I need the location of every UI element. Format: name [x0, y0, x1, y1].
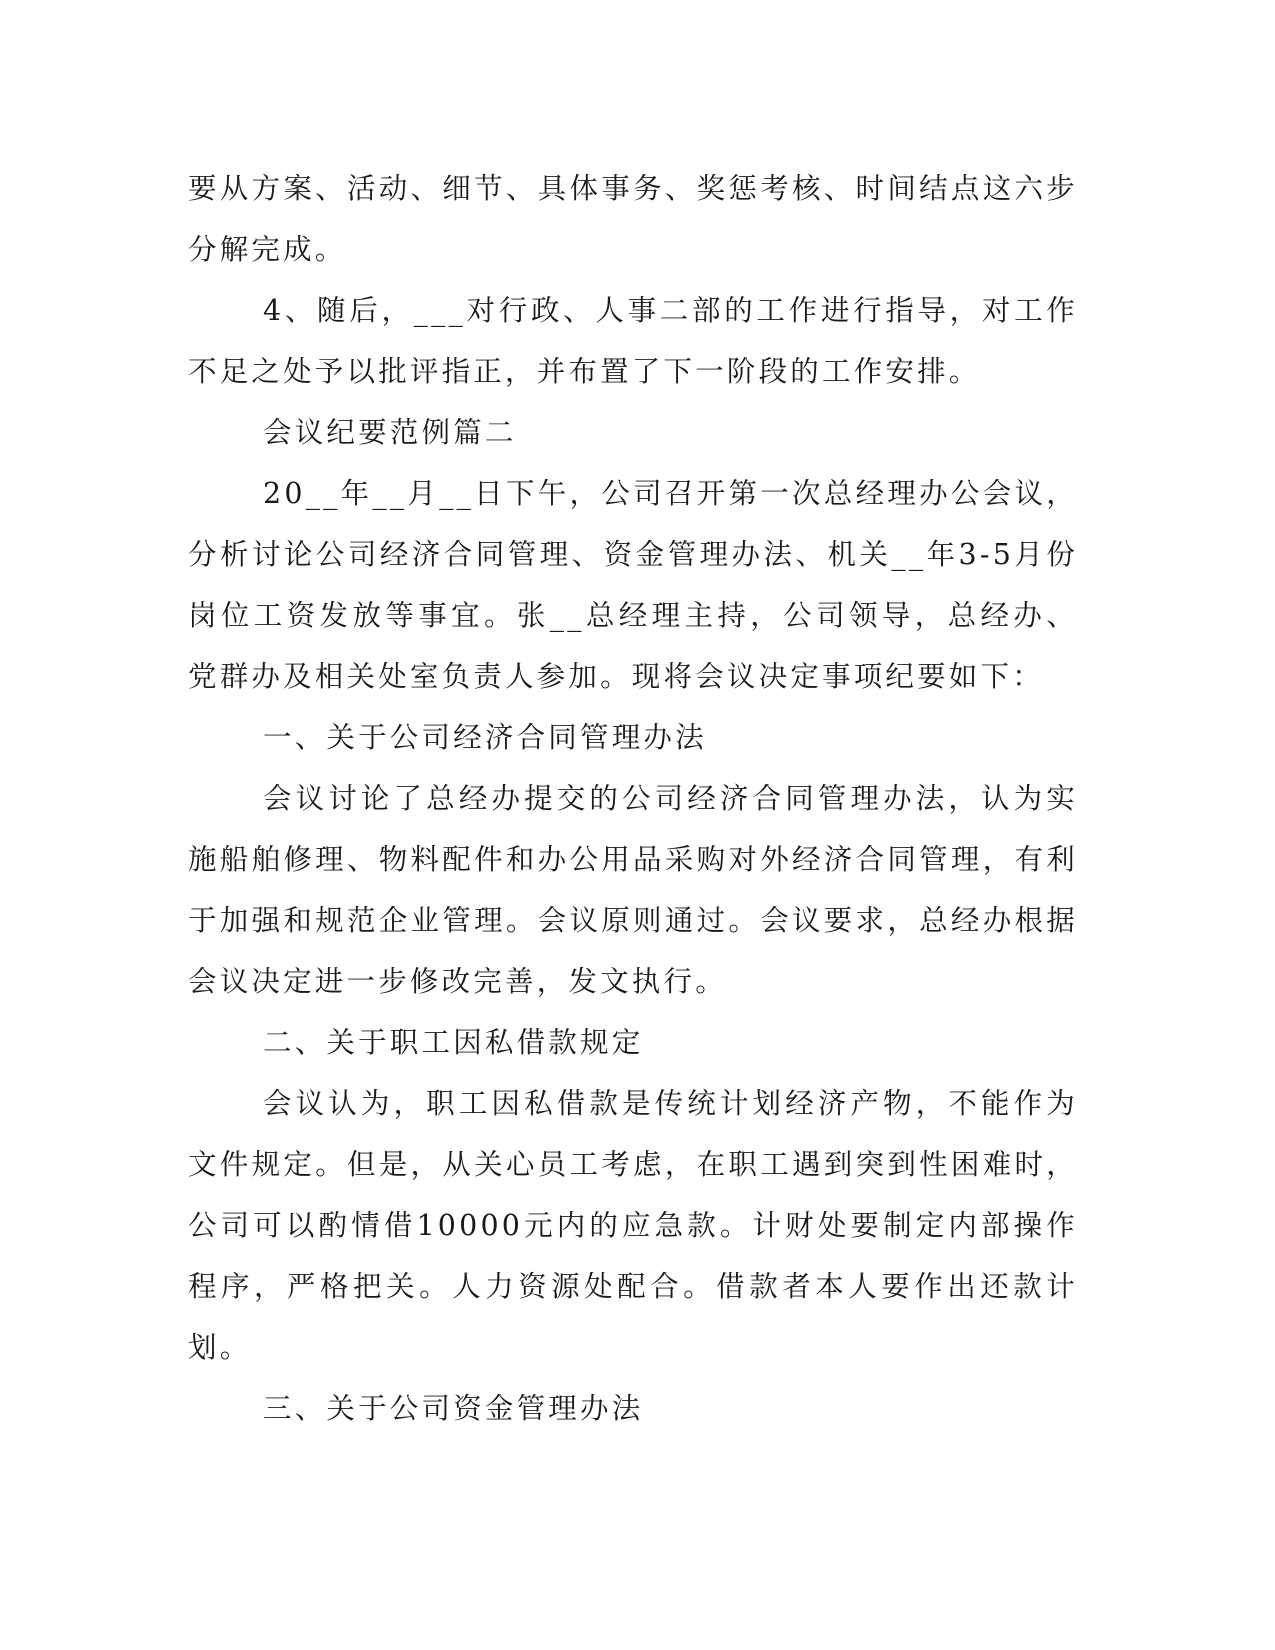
subheading-3: 三、关于公司资金管理办法: [263, 1392, 644, 1425]
section-heading: 会议纪要范例篇二: [263, 416, 517, 449]
subheading-1: 一、关于公司经济合同管理办法: [263, 721, 707, 754]
paragraph-continuation: 要从方案、活动、细节、具体事务、奖惩考核、时间结点这六步分解完成。: [188, 172, 1078, 266]
paragraph-contract: 会议讨论了总经办提交的公司经济合同管理办法，认为实施船舶修理、物料配件和办公用品采购对外经济合同管理，有利于加强和规范企业管理。会议原则通过。会议要求，总经办根据会议决定进一步修改完善，发文执行。: [188, 782, 1078, 998]
paragraph-intro: 20__年__月__日下午，公司召开第一次总经理办公会议，分析讨论公司经济合同管理、资金管理办法、机关__年3-5月份岗位工资发放等事宜。张__总经理主持，公司领导，总经办、党群办及相关处室负责人参加。现将会议决定事项纪要如下：: [188, 477, 1078, 693]
paragraph-item-4: 4、随后，___对行政、人事二部的工作进行指导，对工作不足之处予以批评指正，并布置了下一阶段的工作安排。: [188, 294, 1078, 388]
document-body: [188, 158, 1078, 1439]
subheading-2: 二、关于职工因私借款规定: [263, 1026, 644, 1059]
paragraph-loan: 会议认为，职工因私借款是传统计划经济产物，不能作为文件规定。但是，从关心员工考虑，在职工遇到突到性困难时，公司可以酌情借10000元内的应急款。计财处要制定内部操作程序，严格把关。人力资源处配合。借款者本人要作出还款计划。: [188, 1087, 1078, 1364]
